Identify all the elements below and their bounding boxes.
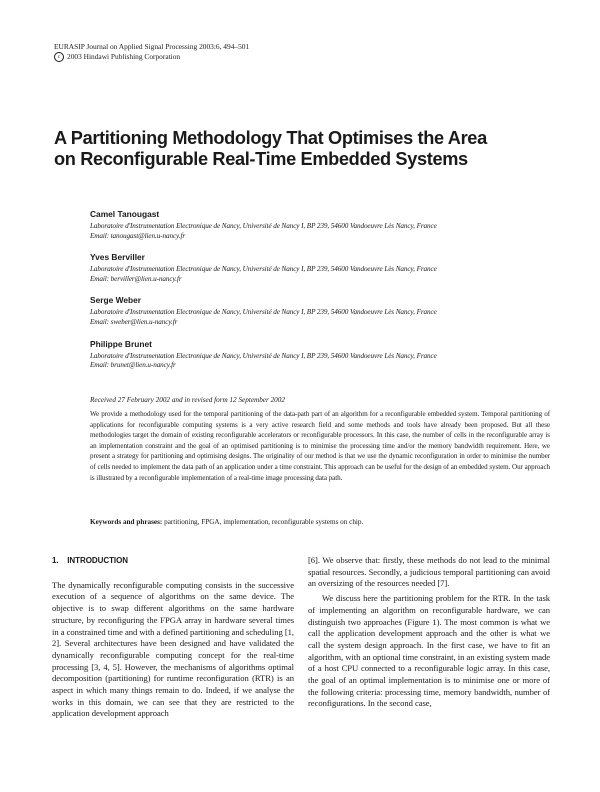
author-affiliation: Laboratoire d'Instrumentation Electronique de Nancy, Université de Nancy I, BP 239, 54600 Vandoeuvre Lès Nancy, France	[90, 308, 437, 317]
section-heading: 1. INTRODUCTION	[52, 556, 128, 565]
author-block	[90, 339, 550, 371]
paper-title	[54, 128, 554, 170]
keywords-text: partitioning, FPGA, implementation, reconfigurable systems on chip.	[164, 518, 364, 526]
author-block	[90, 295, 550, 327]
author-block	[90, 209, 550, 241]
author-email: Email: tanougast@lien.u-nancy.fr	[90, 231, 186, 240]
copyright-line	[54, 52, 249, 62]
intro-paragraph-2: We discuss here the partitioning problem for the RTR. In the task of implementing an algorithm on reconfigurable hardware, we can distinguish two approaches (Figure 1). The most common is what we call the application development approach and the other is what we call the system design approach. In the first case, we have to fit an algorithm, with an optional time constraint, in an existing system made of a host CPU connected to a reconfigurable logic array. In this case, the goal of an optimal implementation is to minimise one or more of the following criteria: processing time, memory bandwidth, number of reconfigurations. In the second case,	[308, 593, 550, 709]
author-name: Camel Tanougast	[90, 209, 160, 219]
left-column	[52, 555, 294, 720]
title-line-1: A Partitioning Methodology That Optimises the Area	[54, 128, 487, 148]
author-affiliation: Laboratoire d'Instrumentation Electronique de Nancy, Université de Nancy I, BP 239, 54600 Vandoeuvre Lès Nancy, France	[90, 265, 437, 274]
received-date: Received 27 February 2002 and in revised form 12 September 2002	[90, 396, 285, 404]
title-line-2: on Reconfigurable Real-Time Embedded Systems	[54, 149, 468, 169]
intro-paragraph: The dynamically reconfigurable computing consists in the successive execution of a sequence of algorithms on the same device. The objective is to swap different algorithms on the same hardware structure, by reconfiguring the FPGA array in hardware several times in a constrained time and with a defined partitioning and scheduling [1, 2]. Several architectures have been designed and have validated the dynamically reconfigurable computing concept for the real-time processing [3, 4, 5]. However, the mechanisms of algorithms optimal decomposition (partitioning) for runtime reconfiguration (RTR) is an aspect in which many things remain to do. Indeed, if we analyse the works in this domain, we can see that they are restricted to the application development approach	[52, 579, 294, 719]
abstract: We provide a methodology used for the temporal partitioning of the data-path part of an algorithm for a reconfigurable embedded system. Temporal partitioning of applications for reconfigurable computing systems is a very active research field and some methods and tools have already been proposed. But all these methodologies target the domain of existing reconfigurable accelerators or reconfigurable processors. In this case, the number of cells in the reconfigurable array is an implementation constraint and the goal of an optimised partitioning is to minimise the processing time and/or the memory bandwidth requirement. Here, we present a strategy for partitioning and optimising designs. The originality of our method is that we use the dynamic reconfiguration in order to minimise the number of cells needed to implement the data path of an application under a time constraint. This approach can be useful for the design of an embedded system. Our approach is illustrated by a reconfigurable implementation of a real-time image processing data path.	[90, 410, 550, 482]
author-email: Email: berviller@lien.u-nancy.fr	[90, 274, 182, 283]
author-affiliation: Laboratoire d'Instrumentation Electronique de Nancy, Université de Nancy I, BP 239, 54600 Vandoeuvre Lès Nancy, France	[90, 222, 437, 230]
copyright-icon: c	[54, 52, 64, 62]
keywords-label: Keywords and phrases:	[90, 518, 163, 526]
author-name: Yves Berviller	[90, 252, 145, 263]
author-affiliation: Laboratoire d'Instrumentation Electronique de Nancy, Université de Nancy I, BP 239, 54600 Vandoeuvre Lès Nancy, France	[90, 351, 437, 360]
journal-citation: EURASIP Journal on Applied Signal Processing 2003:6, 494–501	[54, 42, 250, 51]
keywords	[90, 518, 550, 526]
copyright-text: 2003 Hindawi Publishing Corporation	[67, 52, 181, 61]
intro-paragraph-continued: [6]. We observe that: firstly, these methods do not lead to the minimal spatial resources. Secondly, a judicious temporal partitioning can avoid an oversizing of the resources needed [7].	[308, 555, 550, 589]
author-block	[90, 252, 550, 284]
author-name: Serge Weber	[90, 295, 142, 306]
author-email: Email: sweber@lien.u-nancy.fr	[90, 317, 178, 326]
journal-header	[54, 42, 249, 62]
author-name: Philippe Brunet	[90, 338, 152, 349]
right-column	[308, 555, 550, 710]
author-list	[90, 209, 550, 382]
author-email: Email: brunet@lien.u-nancy.fr	[90, 361, 176, 370]
